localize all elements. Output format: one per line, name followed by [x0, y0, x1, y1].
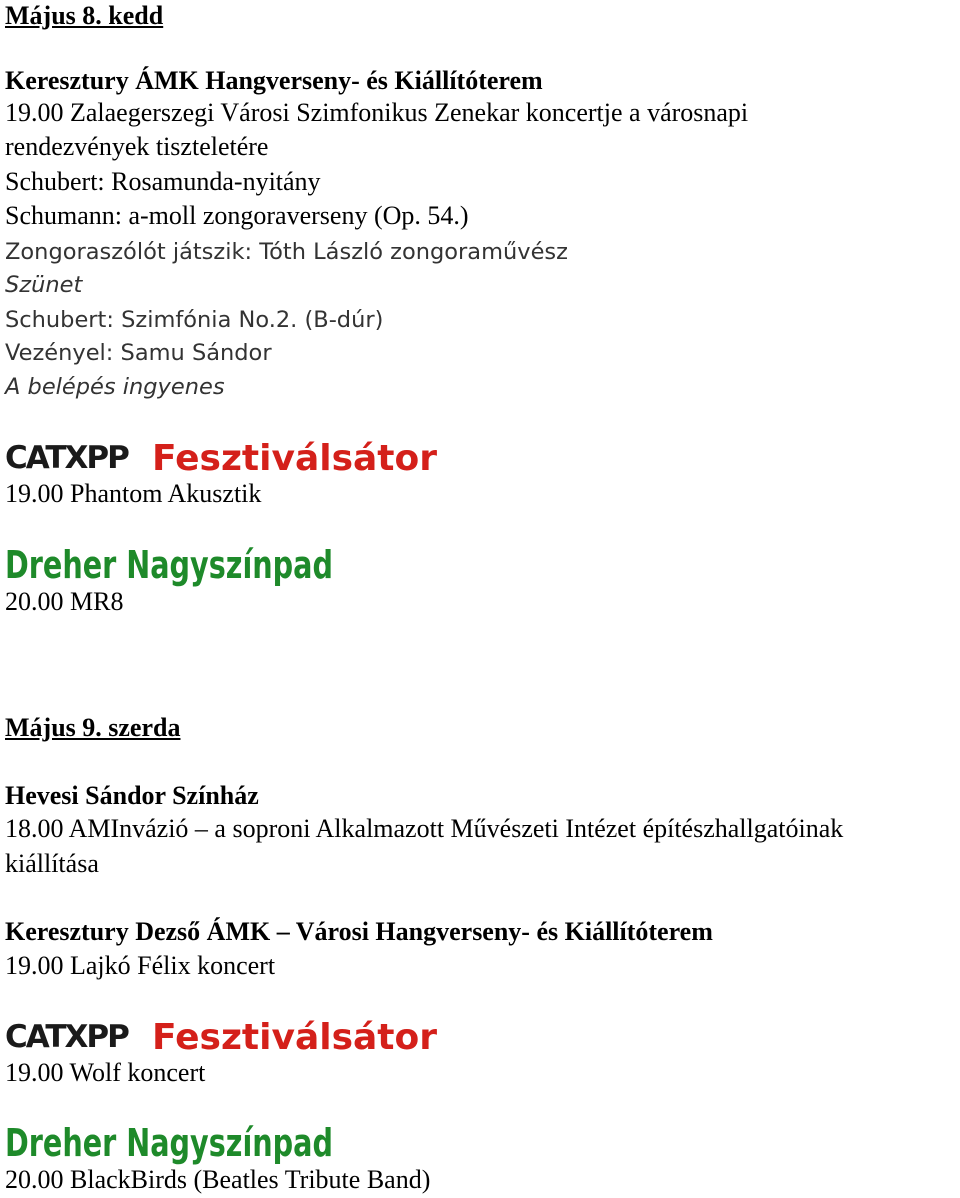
dreher-stage-logo: [5, 1120, 335, 1165]
svg-text:Dreher Nagyszínpad: Dreher Nagyszínpad: [5, 543, 333, 587]
soloist-line: Zongoraszólót játszik: Tóth László zongoraművész: [5, 239, 568, 265]
event-line: 18.00 AMInvázió – a soproni Alkalmazott Művészeti Intézet építészhallgatóinak: [5, 814, 844, 843]
venue-heading: Keresztury ÁMK Hangverseny- és Kiállítóterem: [5, 66, 543, 95]
venue-heading: Hevesi Sándor Színház: [5, 781, 259, 810]
svg-text:CATXPP: CATXPP: [5, 440, 128, 476]
event-line: rendezvények tiszteletére: [5, 132, 269, 161]
program-item: Schumann: a-moll zongoraverseny (Op. 54.): [5, 201, 469, 230]
dreher-event: 20.00 BlackBirds (Beatles Tribute Band): [5, 1165, 431, 1194]
event-line: 19.00 Lajkó Félix koncert: [5, 951, 276, 980]
svg-text:Dreher Nagyszínpad: Dreher Nagyszínpad: [5, 1121, 333, 1165]
festival-event: 19.00 Phantom Akusztik: [5, 479, 262, 508]
svg-text:Fesztiválsátor: Fesztiválsátor: [152, 438, 437, 479]
catxpp-festival-logo: [5, 1013, 437, 1058]
program-item: Schubert: Szimfónia No.2. (B-dúr): [5, 307, 384, 333]
festival-event: 19.00 Wolf koncert: [5, 1058, 206, 1087]
dreher-stage-logo: [5, 542, 335, 587]
dreher-event: 20.00 MR8: [5, 587, 124, 616]
date-heading-may-9: Május 9. szerda: [5, 713, 181, 742]
catxpp-festival-logo: [5, 434, 437, 479]
entry-note: A belépés ingyenes: [5, 374, 225, 400]
program-item: Schubert: Rosamunda-nyitány: [5, 167, 321, 196]
svg-text:CATXPP: CATXPP: [5, 1019, 128, 1055]
event-line: kiállítása: [5, 849, 99, 878]
svg-text:Fesztiválsátor: Fesztiválsátor: [152, 1017, 437, 1058]
venue-heading: Keresztury Dezső ÁMK – Városi Hangverseny- és Kiállítóterem: [5, 917, 713, 946]
conductor-line: Vezényel: Samu Sándor: [5, 340, 272, 366]
break-line: Szünet: [5, 272, 83, 298]
date-heading-may-8: Május 8. kedd: [5, 1, 164, 30]
event-line: 19.00 Zalaegerszegi Városi Szimfonikus Zenekar koncertje a városnapi: [5, 98, 749, 127]
